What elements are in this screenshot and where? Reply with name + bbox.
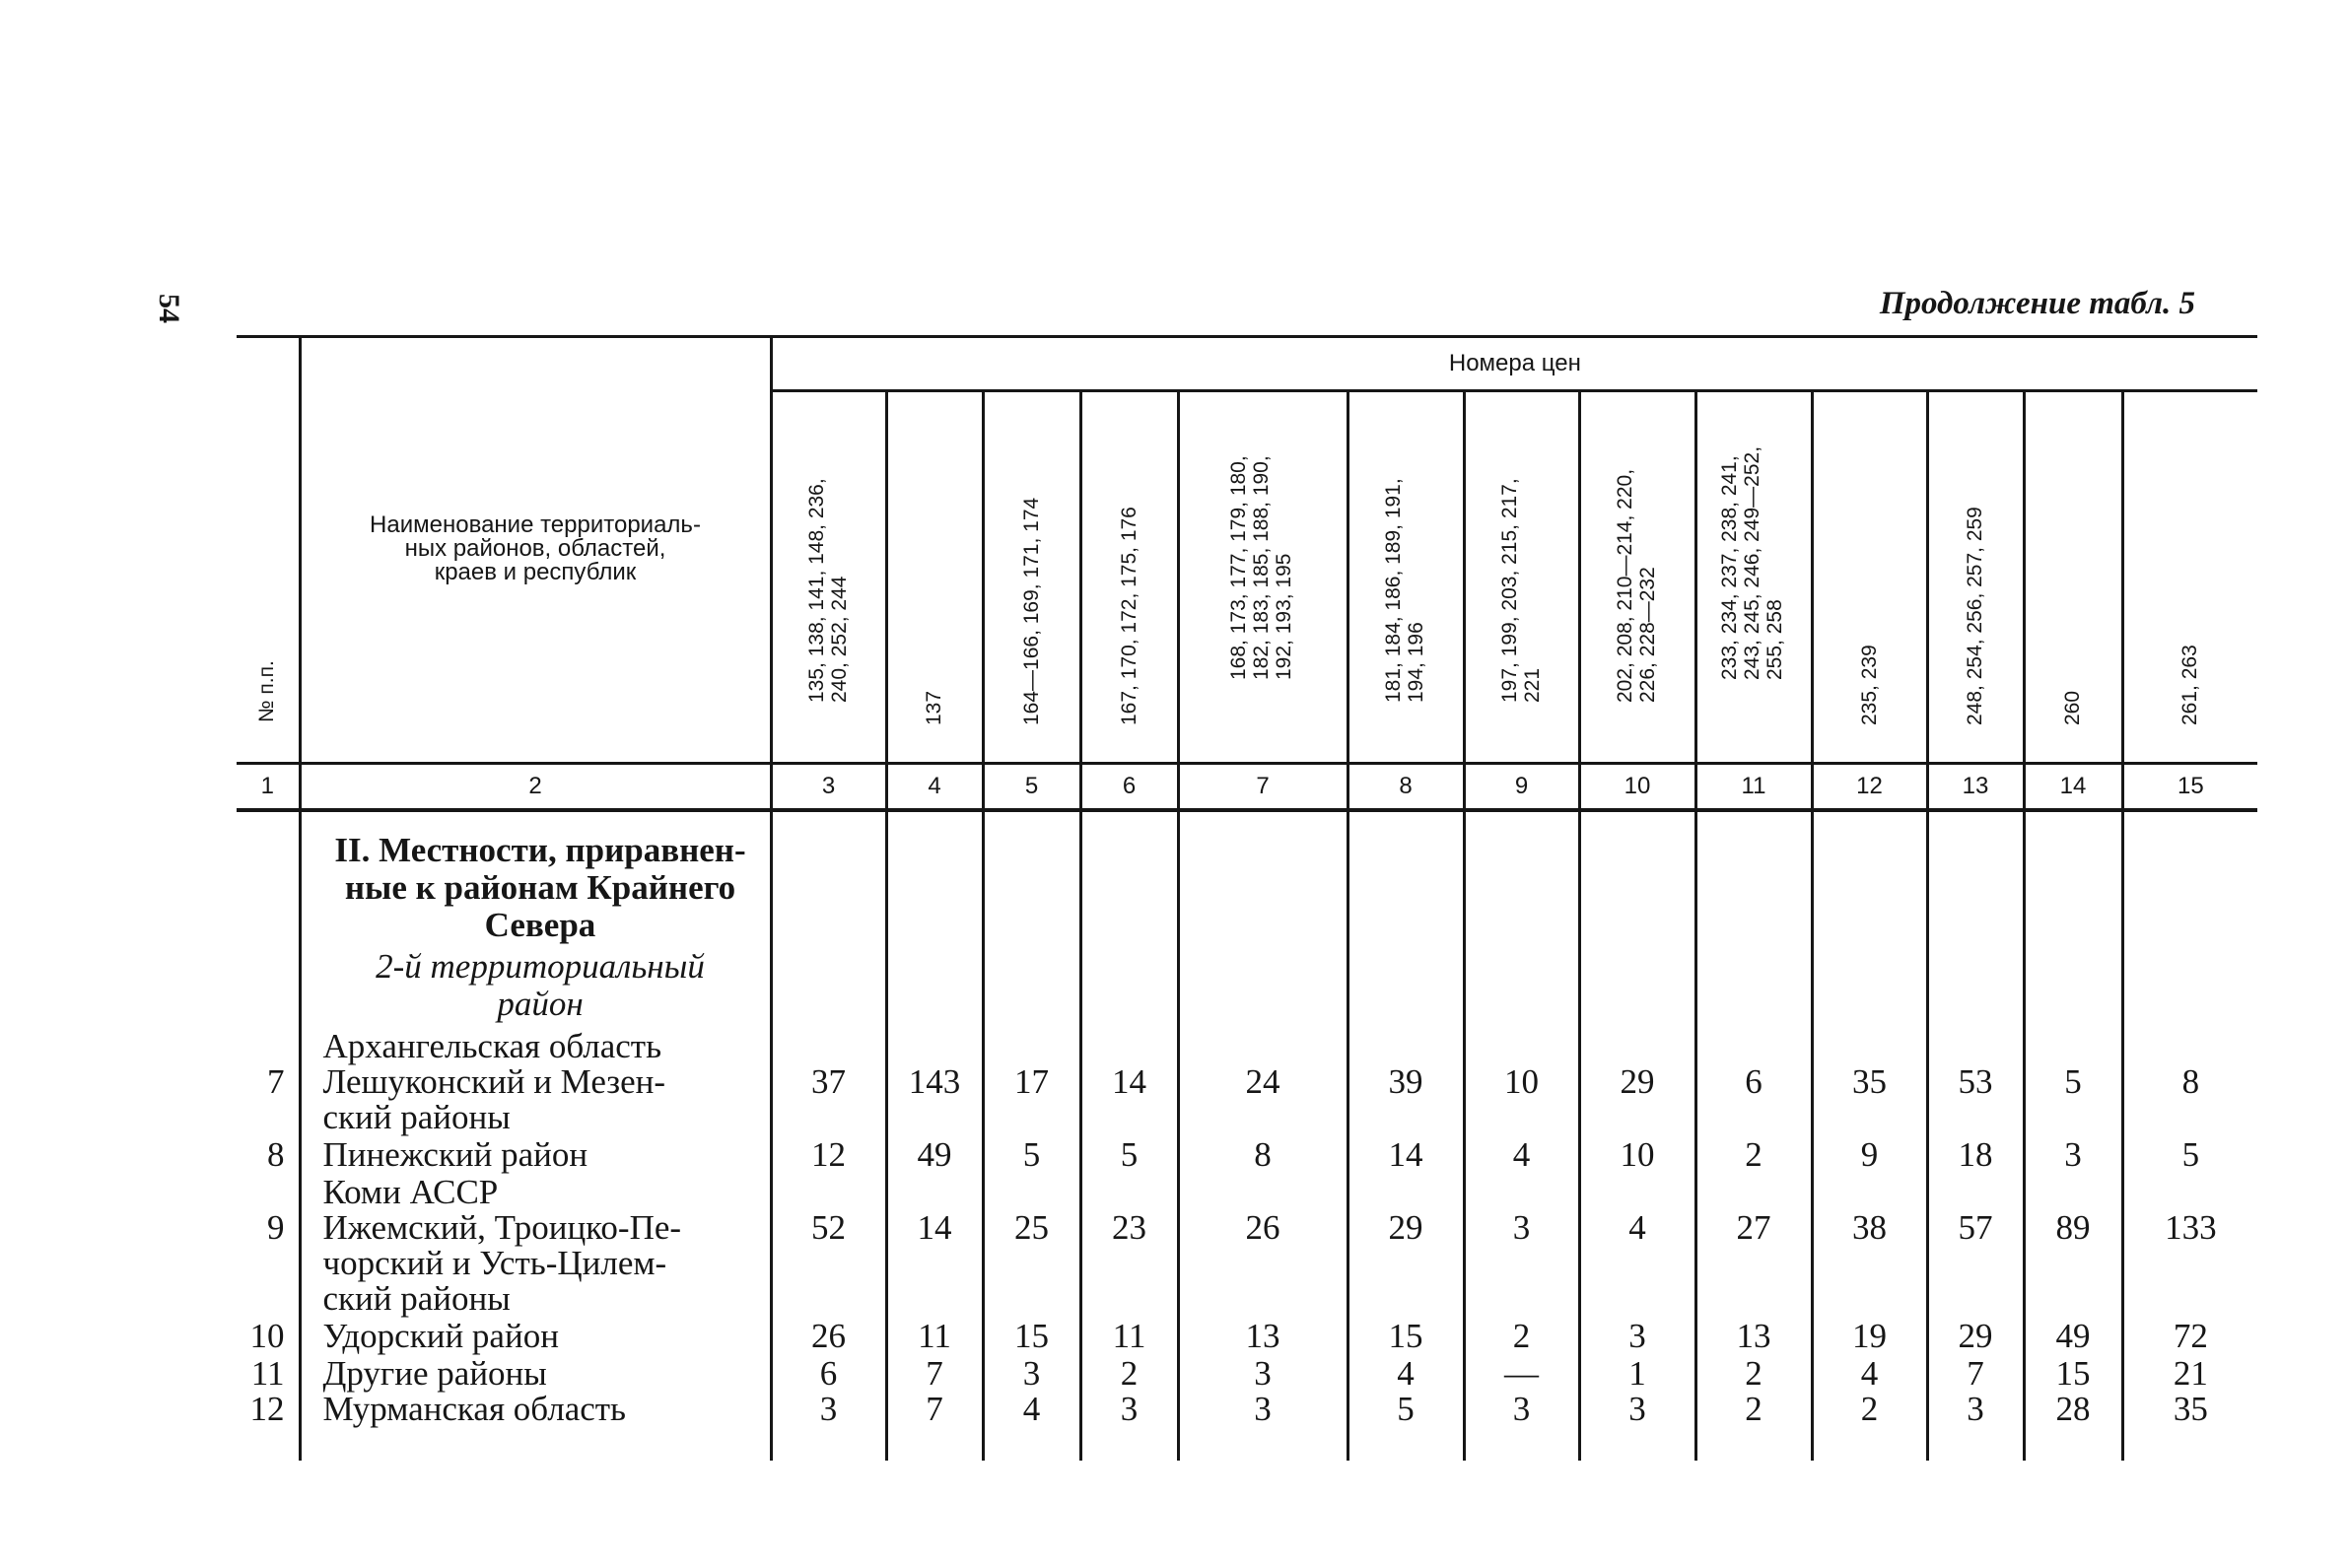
price-col-label: 235, 239 [1857, 645, 1881, 725]
column-number: 12 [1812, 764, 1927, 811]
value-cell: 35 [2122, 1392, 2257, 1461]
value-cell: 8 [1178, 1137, 1348, 1175]
column-number: 13 [1927, 764, 2024, 811]
row-name-text: Пинежский район [322, 1135, 588, 1174]
table-cell [771, 1175, 886, 1210]
price-col-label: 248, 254, 256, 257, 259 [1964, 507, 1986, 725]
value-cell: 38 [1812, 1210, 1927, 1319]
value-cell: 89 [2024, 1210, 2122, 1319]
table-cell [1348, 1023, 1464, 1064]
value-cell: 3 [1579, 1392, 1695, 1461]
row-name [300, 1137, 771, 1175]
value-cell: 5 [1348, 1392, 1464, 1461]
row-name-text: Удорский район [322, 1317, 559, 1355]
value-cell: 14 [1348, 1137, 1464, 1175]
value-cell: 4 [1579, 1210, 1695, 1319]
row-name-text: Другие районы [322, 1354, 547, 1393]
table-cell [1464, 810, 1579, 1023]
price-group-label: Номера цен [1448, 350, 1581, 376]
column-number: 5 [983, 764, 1080, 811]
value-cell: 26 [771, 1319, 886, 1356]
table-cell [1695, 1175, 1812, 1210]
table-cell [2122, 1175, 2257, 1210]
price-table [237, 335, 2257, 1461]
value-cell: — [1464, 1356, 1579, 1392]
price-col-label: 233, 234, 237, 238, 241, 243, 245, 246, 249—252, 255, 258 [1718, 445, 1786, 680]
table-cell [1927, 1023, 2024, 1064]
value-cell: 29 [1927, 1319, 2024, 1356]
table-cell [1080, 810, 1178, 1023]
section-subtitle: 2-й территориальный район [376, 947, 705, 1023]
value-cell: 8 [2122, 1064, 2257, 1137]
column-number: 7 [1178, 764, 1348, 811]
table-cell [1464, 1175, 1579, 1210]
price-col-label: 261, 263 [2178, 645, 2202, 725]
value-cell: 13 [1178, 1319, 1348, 1356]
value-cell: 10 [1579, 1137, 1695, 1175]
price-col-header [983, 391, 1080, 764]
row-name-text: Ижемский, Троицко-Пе- чорский и Усть-Цилем- ский районы [322, 1208, 682, 1318]
row-number: 11 [250, 1354, 285, 1393]
table-cell [1080, 1175, 1178, 1210]
table-cell [983, 1175, 1080, 1210]
column-number: 14 [2024, 764, 2122, 811]
value-cell: 5 [983, 1137, 1080, 1175]
price-col-header [1579, 391, 1695, 764]
num-header-cell [237, 337, 300, 764]
value-cell: 4 [1464, 1137, 1579, 1175]
value-cell: 7 [886, 1392, 983, 1461]
value-cell: 15 [983, 1319, 1080, 1356]
value-cell: 3 [1927, 1392, 2024, 1461]
table-cell [886, 1023, 983, 1064]
row-number: 12 [249, 1390, 285, 1428]
column-number: 9 [1464, 764, 1579, 811]
column-number: 15 [2122, 764, 2257, 811]
price-col-label: 260 [2061, 690, 2084, 725]
value-cell: 5 [2122, 1137, 2257, 1175]
table-cell [1812, 1175, 1927, 1210]
value-cell: 11 [886, 1319, 983, 1356]
row-name-text: Мурманская область [322, 1390, 627, 1428]
value-cell: 13 [1695, 1319, 1812, 1356]
row-name-text: Коми АССР [322, 1173, 499, 1211]
value-cell: 19 [1812, 1319, 1927, 1356]
price-col-header [886, 391, 983, 764]
value-cell: 27 [1695, 1210, 1812, 1319]
price-col-label: 181, 184, 186, 189, 191, 194, 196 [1382, 478, 1427, 703]
table-row [237, 1137, 2257, 1175]
row-name-text: Архангельская область [322, 1027, 662, 1065]
row-number [237, 1023, 300, 1064]
price-col-header [1178, 391, 1348, 764]
price-col-header [1464, 391, 1579, 764]
column-number: 6 [1080, 764, 1178, 811]
value-cell: 3 [1464, 1392, 1579, 1461]
table-cell [983, 810, 1080, 1023]
table-cell [1178, 1175, 1348, 1210]
num-header-label: № п.п. [255, 660, 279, 722]
column-number: 1 [237, 764, 300, 811]
value-cell: 17 [983, 1064, 1080, 1137]
table-cell [2024, 1175, 2122, 1210]
table-row [237, 1175, 2257, 1210]
price-col-label: 164—166, 169, 171, 174 [1019, 497, 1043, 725]
table-row [237, 1356, 2257, 1392]
price-col-label: 168, 173, 177, 179, 180, 182, 183, 185, 188, 190, 192, 193, 195 [1227, 455, 1295, 680]
table-cell [2122, 810, 2257, 1023]
value-cell: 57 [1927, 1210, 2024, 1319]
value-cell: 15 [1348, 1319, 1464, 1356]
table-row [237, 1064, 2257, 1137]
price-col-label: 202, 208, 210—214, 220, 226, 228—232 [1614, 468, 1659, 703]
table-cell [1080, 1023, 1178, 1064]
value-cell: 21 [2122, 1356, 2257, 1392]
value-cell: 2 [1080, 1356, 1178, 1392]
page-number: 54 [153, 294, 185, 323]
section-title: II. Местности, приравнен- ные к районам Крайнего Севера [334, 831, 746, 944]
table-cell [886, 1175, 983, 1210]
table-row [237, 1023, 2257, 1064]
value-cell: 3 [1178, 1392, 1348, 1461]
row-name-text: Лешуконский и Мезен- ский районы [322, 1062, 666, 1136]
value-cell: 49 [2024, 1319, 2122, 1356]
value-cell: 2 [1695, 1356, 1812, 1392]
table-cell [1579, 810, 1695, 1023]
value-cell: 29 [1579, 1064, 1695, 1137]
price-col-header [1695, 391, 1812, 764]
value-cell: 7 [1927, 1356, 2024, 1392]
table-cell [1695, 810, 1812, 1023]
name-header-label: Наименование территориаль- ных районов, областей, краев и республик [370, 511, 701, 585]
row-name [300, 1064, 771, 1137]
price-col-label: 197, 199, 203, 215, 217, 221 [1497, 478, 1544, 703]
value-cell: 23 [1080, 1210, 1178, 1319]
column-number-row [237, 764, 2257, 811]
value-cell: 28 [2024, 1392, 2122, 1461]
column-number: 2 [300, 764, 771, 811]
value-cell: 3 [1464, 1210, 1579, 1319]
row-number: 7 [267, 1062, 285, 1101]
price-col-label: 137 [923, 690, 945, 725]
row-name [300, 1356, 771, 1392]
value-cell: 37 [771, 1064, 886, 1137]
row-name [300, 1175, 771, 1210]
value-cell: 4 [983, 1392, 1080, 1461]
table-cell [1348, 1175, 1464, 1210]
column-number: 8 [1348, 764, 1464, 811]
table-cell [983, 1023, 1080, 1064]
table-cell [2024, 1023, 2122, 1064]
row-name [300, 1210, 771, 1319]
table-cell [2122, 1023, 2257, 1064]
value-cell: 53 [1927, 1064, 2024, 1137]
row-number [237, 1175, 300, 1210]
table-cell [1927, 810, 2024, 1023]
row-name [300, 1319, 771, 1356]
value-cell: 15 [2024, 1356, 2122, 1392]
value-cell: 5 [2024, 1064, 2122, 1137]
row-name [300, 1392, 771, 1461]
row-number: 9 [267, 1208, 285, 1247]
value-cell: 6 [1695, 1064, 1812, 1137]
value-cell: 18 [1927, 1137, 2024, 1175]
value-cell: 3 [1178, 1356, 1348, 1392]
value-cell: 2 [1695, 1392, 1812, 1461]
value-cell: 7 [886, 1356, 983, 1392]
table-row [237, 1210, 2257, 1319]
row-name [300, 1023, 771, 1064]
table-cell [1812, 1023, 1927, 1064]
price-col-label: 135, 138, 141, 148, 236, 240, 252, 244 [804, 478, 851, 703]
value-cell: 24 [1178, 1064, 1348, 1137]
price-col-label: 167, 170, 172, 175, 176 [1117, 507, 1140, 725]
table-cell [886, 810, 983, 1023]
continuation-title: Продолжение табл. 5 [1879, 286, 2195, 321]
value-cell: 133 [2122, 1210, 2257, 1319]
table-row [237, 1319, 2257, 1356]
price-col-header [1348, 391, 1464, 764]
value-cell: 9 [1812, 1137, 1927, 1175]
table-cell [2024, 810, 2122, 1023]
table-cell [1695, 1023, 1812, 1064]
column-number: 11 [1695, 764, 1812, 811]
column-number: 4 [886, 764, 983, 811]
table-cell [1579, 1023, 1695, 1064]
value-cell: 35 [1812, 1064, 1927, 1137]
section-row [237, 810, 2257, 1023]
value-cell: 29 [1348, 1210, 1464, 1319]
price-col-header [2122, 391, 2257, 764]
value-cell: 143 [886, 1064, 983, 1137]
value-cell: 3 [983, 1356, 1080, 1392]
name-header-cell [300, 337, 771, 764]
table-cell [771, 810, 886, 1023]
row-number [237, 810, 300, 1023]
price-col-header [1080, 391, 1178, 764]
value-cell: 3 [1579, 1319, 1695, 1356]
table-cell [1348, 810, 1464, 1023]
table-cell [1927, 1175, 2024, 1210]
value-cell: 1 [1579, 1356, 1695, 1392]
row-number: 10 [249, 1317, 285, 1355]
value-cell: 14 [886, 1210, 983, 1319]
value-cell: 72 [2122, 1319, 2257, 1356]
value-cell: 26 [1178, 1210, 1348, 1319]
value-cell: 5 [1080, 1137, 1178, 1175]
section-cell [300, 810, 771, 1023]
table-cell [1178, 810, 1348, 1023]
value-cell: 2 [1695, 1137, 1812, 1175]
value-cell: 3 [2024, 1137, 2122, 1175]
table-cell [1178, 1023, 1348, 1064]
price-col-header [1927, 391, 2024, 764]
column-number: 10 [1579, 764, 1695, 811]
value-cell: 2 [1812, 1392, 1927, 1461]
value-cell: 14 [1080, 1064, 1178, 1137]
value-cell: 10 [1464, 1064, 1579, 1137]
value-cell: 4 [1812, 1356, 1927, 1392]
value-cell: 6 [771, 1356, 886, 1392]
column-number: 3 [771, 764, 886, 811]
value-cell: 2 [1464, 1319, 1579, 1356]
table-row [237, 1392, 2257, 1461]
row-number: 8 [267, 1135, 285, 1174]
price-col-header [771, 391, 886, 764]
table-cell [771, 1023, 886, 1064]
value-cell: 25 [983, 1210, 1080, 1319]
table-cell [1812, 810, 1927, 1023]
value-cell: 52 [771, 1210, 886, 1319]
value-cell: 3 [771, 1392, 886, 1461]
price-col-header [2024, 391, 2122, 764]
table-cell [1579, 1175, 1695, 1210]
price-col-header [1812, 391, 1927, 764]
value-cell: 4 [1348, 1356, 1464, 1392]
value-cell: 49 [886, 1137, 983, 1175]
value-cell: 39 [1348, 1064, 1464, 1137]
value-cell: 12 [771, 1137, 886, 1175]
value-cell: 3 [1080, 1392, 1178, 1461]
table-cell [1464, 1023, 1579, 1064]
value-cell: 11 [1080, 1319, 1178, 1356]
